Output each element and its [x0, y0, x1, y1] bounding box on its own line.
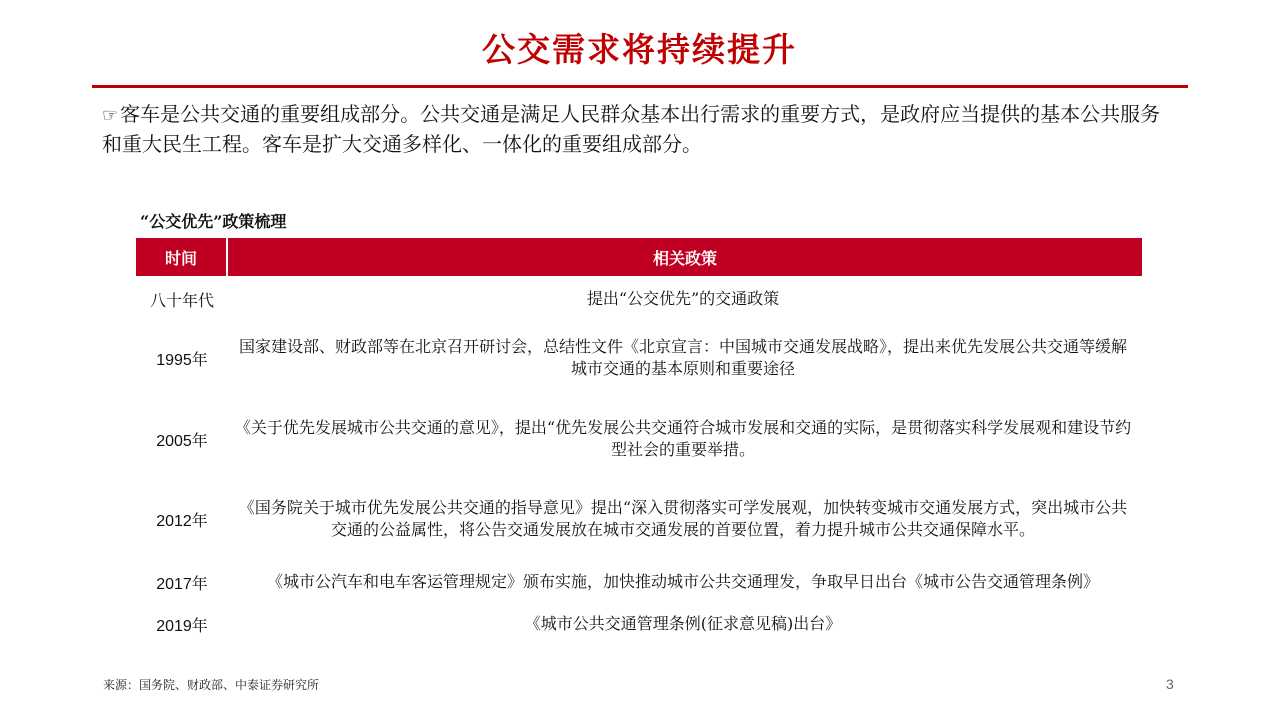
page-number: 3 [1166, 676, 1174, 692]
table-row [136, 286, 1142, 312]
table-row [136, 416, 1142, 462]
slide-title: 公交需求将持续提升 [482, 30, 797, 69]
header-policy: 相关政策 [228, 238, 1142, 276]
table-row [136, 611, 1142, 637]
row-policy: 《关于优先发展城市公共交通的意见》，提出“优先发展公共交通符合城市发展和交通的实际，是贯彻落实科学发展观和建设节约型社会的重要举措。 [234, 418, 1132, 459]
row-time: 2005年 [156, 432, 208, 450]
row-time: 八十年代 [149, 290, 214, 310]
row-time: 1995年 [156, 351, 208, 369]
pointing-hand-icon: ☞ [102, 105, 119, 126]
row-policy: 《城市公汽车和电车客运管理规定》颁布实施，加快推动城市公共交通理发，争取早日出台《城市公告交通管理条例》 [266, 572, 1099, 591]
table-row [136, 335, 1142, 381]
table-header [136, 238, 1142, 276]
row-policy: 国家建设部、财政部等在北京召开研讨会，总结性文件《北京宣言：中国城市交通发展战略》，提出来优先发展公共交通等缓解城市交通的基本原则和重要途径 [238, 337, 1127, 378]
intro-paragraph [102, 100, 1172, 158]
row-time: 2012年 [156, 512, 208, 530]
header-time: 时间 [136, 238, 228, 276]
row-policy: 《国务院关于城市优先发展公共交通的指导意见》提出“深入贯彻落实可学发展观，加快转变城市交通发展方式，突出城市公共交通的公益属性，将公告交通发展放在城市交通发展的首要位置，着力提升城市公共交通保障水平。 [238, 498, 1128, 539]
intro-text: 客车是公共交通的重要组成部分。公共交通是满足人民群众基本出行需求的重要方式，是政府应当提供的基本公共服务和重大民生工程。客车是扩大交通多样化、一体化的重要组成部分。 [102, 102, 1161, 156]
row-policy: 提出“公交优先”的交通政策 [586, 289, 780, 308]
source-note: 来源：国务院、财政部、中泰证券研究所 [103, 678, 320, 692]
row-policy: 《城市公共交通管理条例(征求意见稿)出台》 [524, 614, 842, 633]
table-caption: “公交优先”政策梳理 [140, 212, 287, 231]
row-time: 2017年 [156, 575, 208, 593]
title-divider [92, 85, 1188, 88]
table-row [136, 559, 1142, 605]
table-row [136, 485, 1142, 553]
row-time: 2019年 [156, 617, 208, 635]
